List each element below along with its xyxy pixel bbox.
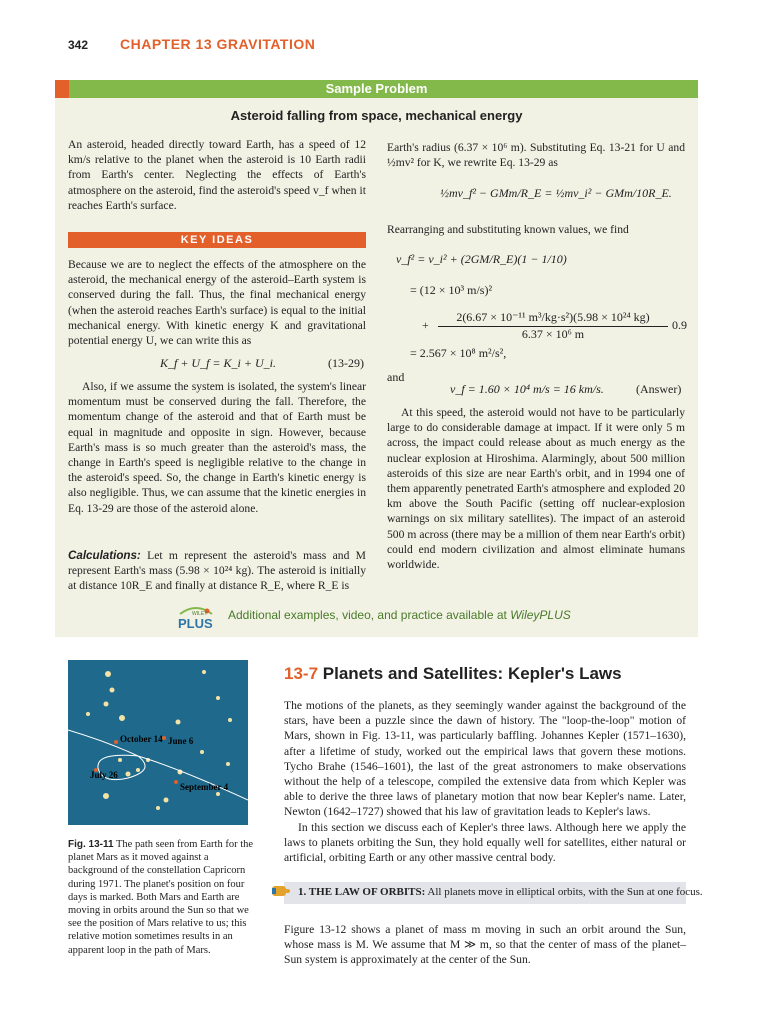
momentum-paragraph [68,379,366,516]
star [156,806,160,810]
equation-rewrite: ½mv_f² − GMm/R_E = ½mv_i² − GMm/10R_E. [440,186,672,200]
figure-label: Fig. 13-11 [68,839,114,850]
wileyplus-footer [228,608,571,622]
equation-13-29: K_f + U_f = K_i + U_i. [160,356,276,370]
wileyplus-link[interactable]: WileyPLUS [510,608,571,622]
key-ideas-label: KEY IDEAS [68,232,366,248]
page-number: 342 [68,38,89,52]
right-text-3: At this speed, the asteroid would not have to be particularly large to do considerable damage at impact. If it were only 5 m across, the impact could release about as much energy as the nuclear explosion at Hiroshima. Alarmingly, about 500 million asteroids of this size are near Earth's orbit, and in 1994 one of them apparently penetrated Earth's atmosphere and exploded 20 km above the South Pacific (setting off nuclear-explosion warnings on six military satellites). The impact of an asteroid 500 m across (there may be a million of them near Earth's orbit) could end modern civilization and almost eliminate humans worldwide. [387,406,685,572]
label-june-6: June 6 [168,736,194,746]
equation-line-3-numerator: 2(6.67 × 10⁻¹¹ m³/kg·s²)(5.98 × 10²⁴ kg) [438,310,668,327]
footer-text: Additional examples, video, and practice available at [228,608,507,622]
star [164,798,169,803]
star [118,758,122,762]
momentum-text: Also, if we assume the system is isolated, the system's linear momentum must be conserved during the fall. Therefore, the momentum change of the asteroid and that of Earth must be equal in magnitude and opposite in sign. However, because Earth's mass is so much greater than the asteroid's mass, the change in Earth's speed is negligible relative to the change in the asteroid's speed. So, the change in Earth's kinetic energy is also negligible. Thus, we can assume that the kinetic energies in Eq. 13-29 are those of the asteroid alone. [68,380,366,515]
hand-pointer-icon [270,880,292,902]
mars-path-figure [68,660,248,825]
mars-position-marker [114,740,118,744]
star [228,718,232,722]
sample-problem-bar: Sample Problem [55,80,698,98]
key-ideas-text: Because we are to neglect the effects of the atmosphere on the asteroid, the mechanical energy of the asteroid–Earth system is conserved during the fall. Thus, the final mechanical energy (when the asteroid reaches Earth's surface) is equal to the initial mechanical energy. With kinetic energy K and gravitational potential energy U, we can write this as [68,258,366,348]
star [103,793,109,799]
law-of-orbits-statement [298,886,703,898]
star [176,720,181,725]
sample-problem-tab [55,80,69,98]
star [136,768,140,772]
section-heading [284,664,622,684]
star [202,670,206,674]
calculations-text: Let m represent the asteroid's mass and M represent Earth's mass (5.98 × 10²⁴ kg). The asteroid is initially at distance 10R_E and finally at distance R_E, where R_E is [68,549,366,593]
equation-line-3-denominator: 6.37 × 10⁶ m [521,327,585,341]
right-text-2: Rearranging and substituting known values, we find [387,223,629,236]
star [119,715,125,721]
mars-path-svg [68,660,248,825]
intro-paragraph [68,137,366,213]
star [86,712,90,716]
star [200,750,204,754]
star [226,762,230,766]
equation-line-2: = (12 × 10³ m/s)² [410,283,493,297]
right-paragraph-3 [387,405,685,572]
chapter-title: GRAVITATION [216,36,316,52]
section-paragraph-3 [284,922,686,968]
section-number: 13-7 [284,664,319,683]
wileyplus-logo[interactable] [174,604,218,630]
figure-caption-text: The path seen from Earth for the planet Mars as it moved against a background of the constellation Capricorn during 1971. The planet's position on four days is marked. Both Mars and Earth are moving in orbits around the Sun so that we see the position of Mars relative to us; this relative motion sometimes results in an apparent loop in the path of Mars. [68,839,254,956]
equation-line-3-multiplier: 0.9 [672,318,687,332]
law-icon [270,880,292,907]
chapter-heading [120,36,315,52]
star [216,696,220,700]
chapter-label: CHAPTER 13 [120,36,213,52]
wiley-small-text: WILEY [192,611,208,617]
answer-label: (Answer) [636,382,682,396]
plus-logo-text: PLUS [178,616,213,630]
key-ideas-paragraph [68,257,366,348]
right-paragraph-2 [387,222,685,237]
equation-vf-squared: v_f² = v_i² + (2GM/R_E)(1 − 1/10) [396,252,567,266]
star [105,671,111,677]
label-october-14: October 14 [120,734,163,744]
mars-position-marker [174,780,178,784]
section-text-2: In this section we discuss each of Kepler's three laws. Although here we apply the laws to planets orbiting the Sun, they hold equally well for satellites, either natural or artificial, orbiting Earth or any other massive central body. [284,820,686,865]
wileyplus-logo-icon [174,604,218,630]
law-of-orbits-text: All planets move in elliptical orbits, with the Sun at one focus. [427,886,703,898]
calculations-paragraph [68,548,366,594]
section-text-3: Figure 13-12 shows a planet of mass m moving in such an orbit around the Sun, whose mass is M. We assume that M ≫ m, so that the center of mass of the planet–Sun system is approximately at the center of the Sun. [284,923,686,967]
section-paragraph-1 [284,698,686,865]
label-july-26: July 26 [90,770,118,780]
equation-13-29-number: (13-29) [328,356,364,370]
sample-problem-title: Asteroid falling from space, mechanical energy [230,108,523,123]
star [216,792,220,796]
star [110,688,115,693]
calculations-label: Calculations: [68,549,141,562]
right-paragraph-1 [387,140,685,170]
star [126,772,131,777]
and-word: and [387,370,405,384]
right-text-1: Earth's radius (6.37 × 10⁶ m). Substituting Eq. 13-21 for U and ½mv² for K, we rewrite Eq. 13-29 as [387,141,685,170]
law-of-orbits-label: 1. THE LAW OF ORBITS: [298,886,426,898]
equation-answer: v_f = 1.60 × 10⁴ m/s = 16 km/s. [450,382,604,396]
section-text-1: The motions of the planets, as they seemingly wander against the background of the stars, have been a puzzle since the dawn of history. The "loop-the-loop" motion of Mars, shown in Fig. 13-11, was particularly baffling. Johannes Kepler (1571–1630), after a lifetime of study, worked out the empirical laws that govern these motions. Tycho Brahe (1546–1601), the last of the great astronomers to make observations without the help of a telescope, compiled the extensive data from which Kepler was able to derive the three laws of planetary motion that now bear Kepler's name. Later, Newton (1642–1727) showed that his law of gravitation leads to Kepler's laws. [284,699,686,819]
star [104,702,109,707]
equation-line-4: = 2.567 × 10⁸ m²/s², [410,346,507,360]
mars-position-marker [162,736,166,740]
label-september-4: September 4 [180,782,229,792]
figure-caption [68,838,258,957]
section-title: Planets and Satellites: Kepler's Laws [322,664,622,683]
intro-text: An asteroid, headed directly toward Earth, has a speed of 12 km/s relative to the planet when the asteroid is 10 Earth radii from Earth's center. Neglecting the effects of Earth's atmosphere on the asteroid, find the asteroid's speed v_f when it reaches Earth's surface. [68,138,366,212]
